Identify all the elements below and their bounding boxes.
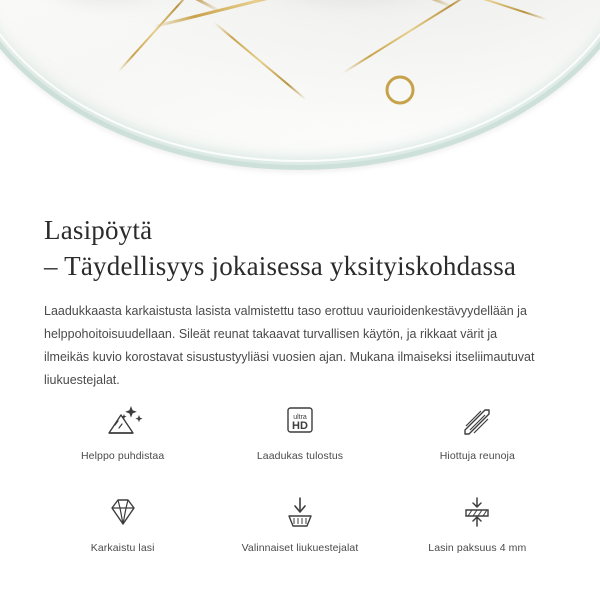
- feature-item: [389, 398, 566, 462]
- feature-label: Laadukas tulostus: [256, 450, 344, 462]
- hero-image: [0, 0, 600, 190]
- title-line-1: Lasipöytä: [44, 215, 153, 245]
- feature-item: [211, 490, 388, 554]
- feature-label: Karkaistu lasi: [90, 542, 155, 554]
- feature-item: [34, 398, 211, 462]
- thickness-arrows-icon: [455, 490, 499, 534]
- feature-grid: [0, 398, 600, 554]
- glass-edge-highlight: [0, 0, 600, 162]
- feature-label: Lasin paksuus 4 mm: [428, 542, 527, 554]
- feature-item: [389, 490, 566, 554]
- sparkle-cloth-icon: [101, 398, 145, 442]
- svg-text:ultra: ultra: [293, 414, 307, 421]
- feature-item: [211, 398, 388, 462]
- page-title: [44, 212, 556, 284]
- svg-text:HD: HD: [292, 420, 308, 432]
- feature-label: Valinnaiset liukuestejalat: [241, 542, 359, 554]
- diamond-icon: [101, 490, 145, 534]
- ultra-hd-icon: [278, 398, 322, 442]
- title-line-2: – Täydellisyys jokaisessa yksityiskohdassa: [44, 251, 517, 281]
- polished-edge-icon: [455, 398, 499, 442]
- feature-label: Hiottuja reunoja: [439, 450, 515, 462]
- feature-item: [34, 490, 211, 554]
- anti-slip-feet-icon: [278, 490, 322, 534]
- text-content: [0, 190, 600, 392]
- feature-label: Helppo puhdistaa: [80, 450, 165, 462]
- product-description: Laadukkaasta karkaistusta lasista valmistettu taso erottuu vaurioidenkestävyydellään ja helppohoitoisuudellaan. Sileät reunat takaavat turvallisen käytön, ja rikkaat värit ja ilmeikäs kuvio korostavat sisustustyyliäsi vuosien ajan. Mukana ilmaiseksi itseliimautuvat liukuestejalat.: [44, 304, 535, 387]
